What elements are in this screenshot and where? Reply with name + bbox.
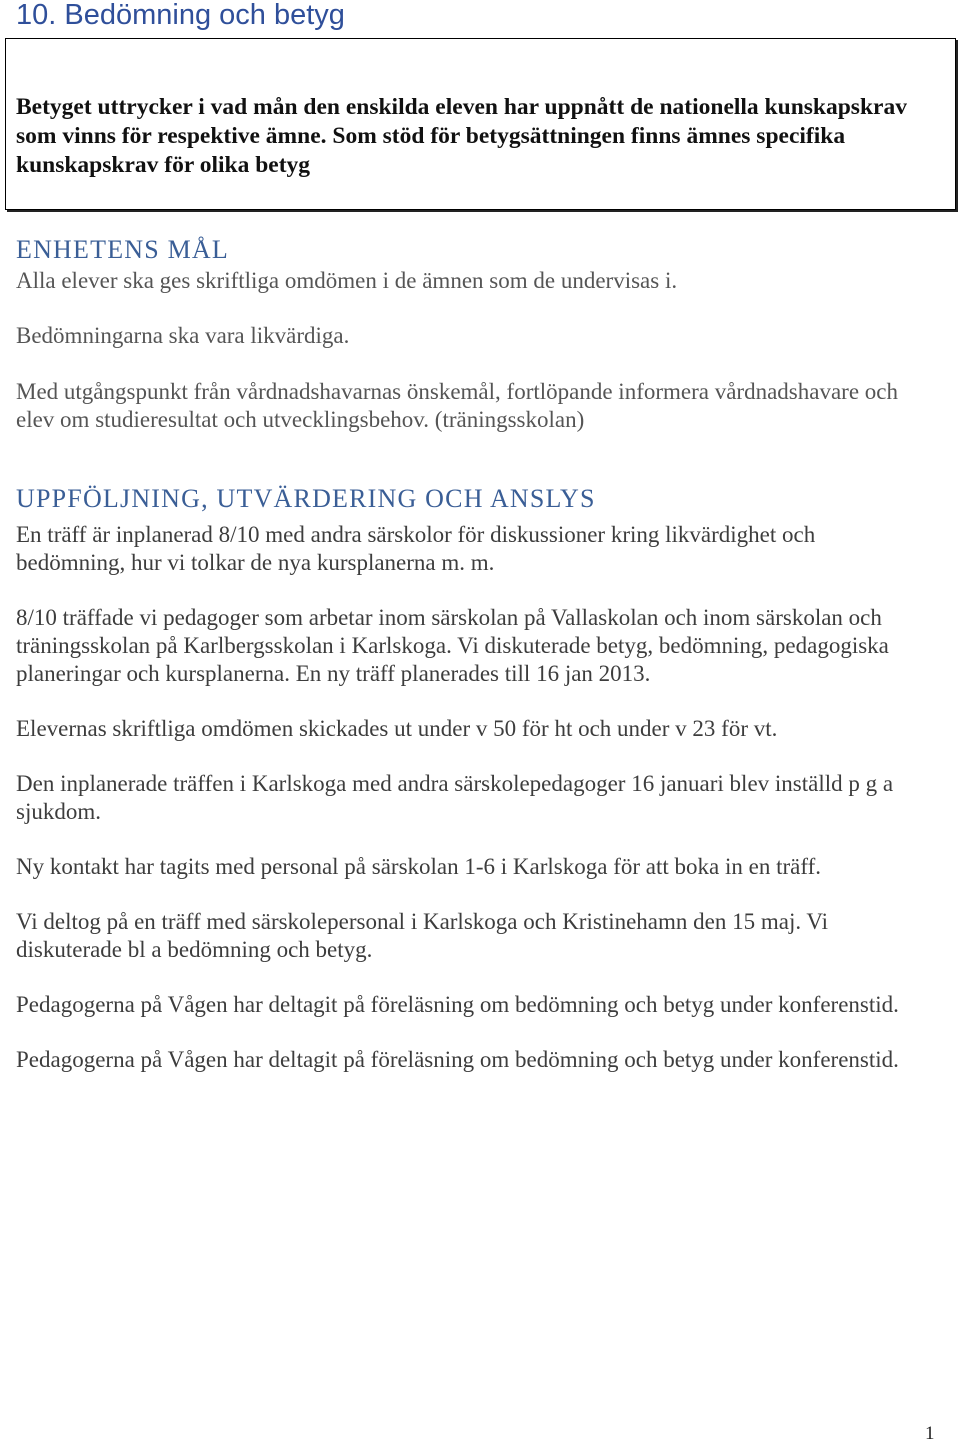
paragraph — [16, 770, 893, 826]
paragraph-line: Bedömningarna ska vara likvärdiga. — [16, 323, 350, 348]
section-heading-enhetens-mal: ENHETENS MÅL — [16, 235, 229, 264]
paragraph-line: diskuterade bl a bedömning och betyg. — [16, 937, 373, 962]
paragraph-line: Den inplanerade träffen i Karlskoga med andra särskolepedagoger 16 januari blev inställd p g a — [16, 771, 894, 796]
paragraph-line: Elevernas skriftliga omdömen skickades ut under v 50 för ht och under v 23 för vt. — [16, 716, 778, 741]
paragraph-line: En träff är inplanerad 8/10 med andra särskolor för diskussioner kring likvärdighet och — [16, 522, 816, 547]
paragraph — [16, 322, 349, 350]
paragraph — [16, 1046, 899, 1074]
paragraph-line: elev om studieresultat och utvecklingsbehov. (träningsskolan) — [16, 407, 585, 432]
paragraph-line: bedömning, hur vi tolkar de nya kursplanerna m. m. — [16, 550, 495, 575]
paragraph — [16, 521, 815, 577]
paragraph — [16, 991, 899, 1019]
paragraph-line: sjukdom. — [16, 799, 101, 824]
paragraph-line: Ny kontakt har tagits med personal på särskolan 1-6 i Karlskoga för att boka in en träff. — [16, 854, 821, 879]
paragraph-line: Med utgångspunkt från vårdnadshavarnas önskemål, fortlöpande informera vårdnadshavare och — [16, 379, 898, 404]
paragraph — [16, 378, 898, 434]
page-title: 10. Bedömning och betyg — [16, 0, 345, 31]
paragraph — [16, 267, 677, 295]
paragraph — [16, 853, 821, 881]
page-number: 1 — [925, 1423, 935, 1444]
paragraph-line: Vi deltog på en träff med särskolepersonal i Karlskoga och Kristinehamn den 15 maj. Vi — [16, 909, 829, 934]
info-box — [5, 38, 956, 210]
paragraph-line: Pedagogerna på Vågen har deltagit på föreläsning om bedömning och betyg under konferenstid. — [16, 992, 899, 1017]
paragraph-line: planeringar och kursplanerna. En ny träff planerades till 16 jan 2013. — [16, 661, 651, 686]
paragraph-line: 8/10 träffade vi pedagoger som arbetar inom särskolan på Vallaskolan och inom särskolan och — [16, 605, 882, 630]
paragraph — [16, 604, 889, 688]
paragraph-line: Alla elever ska ges skriftliga omdömen i de ämnen som de undervisas i. — [16, 268, 678, 293]
paragraph-line: träningsskolan på Karlbergsskolan i Karlskoga. Vi diskuterade betyg, bedömning, pedagogiska — [16, 633, 889, 658]
info-box-line: Betyget uttrycker i vad mån den enskilda eleven har uppnått de nationella kunskapskrav — [16, 94, 907, 120]
paragraph — [16, 715, 777, 743]
paragraph-line: Pedagogerna på Vågen har deltagit på föreläsning om bedömning och betyg under konferenstid. — [16, 1047, 899, 1072]
section-heading-uppfoljning: UPPFÖLJNING, UTVÄRDERING OCH ANSLYS — [16, 484, 596, 513]
info-box-line: som vinns för respektive ämne. Som stöd för betygsättningen finns ämnes specifika — [16, 123, 846, 149]
paragraph — [16, 908, 828, 964]
info-box-line: kunskapskrav för olika betyg — [16, 152, 311, 178]
